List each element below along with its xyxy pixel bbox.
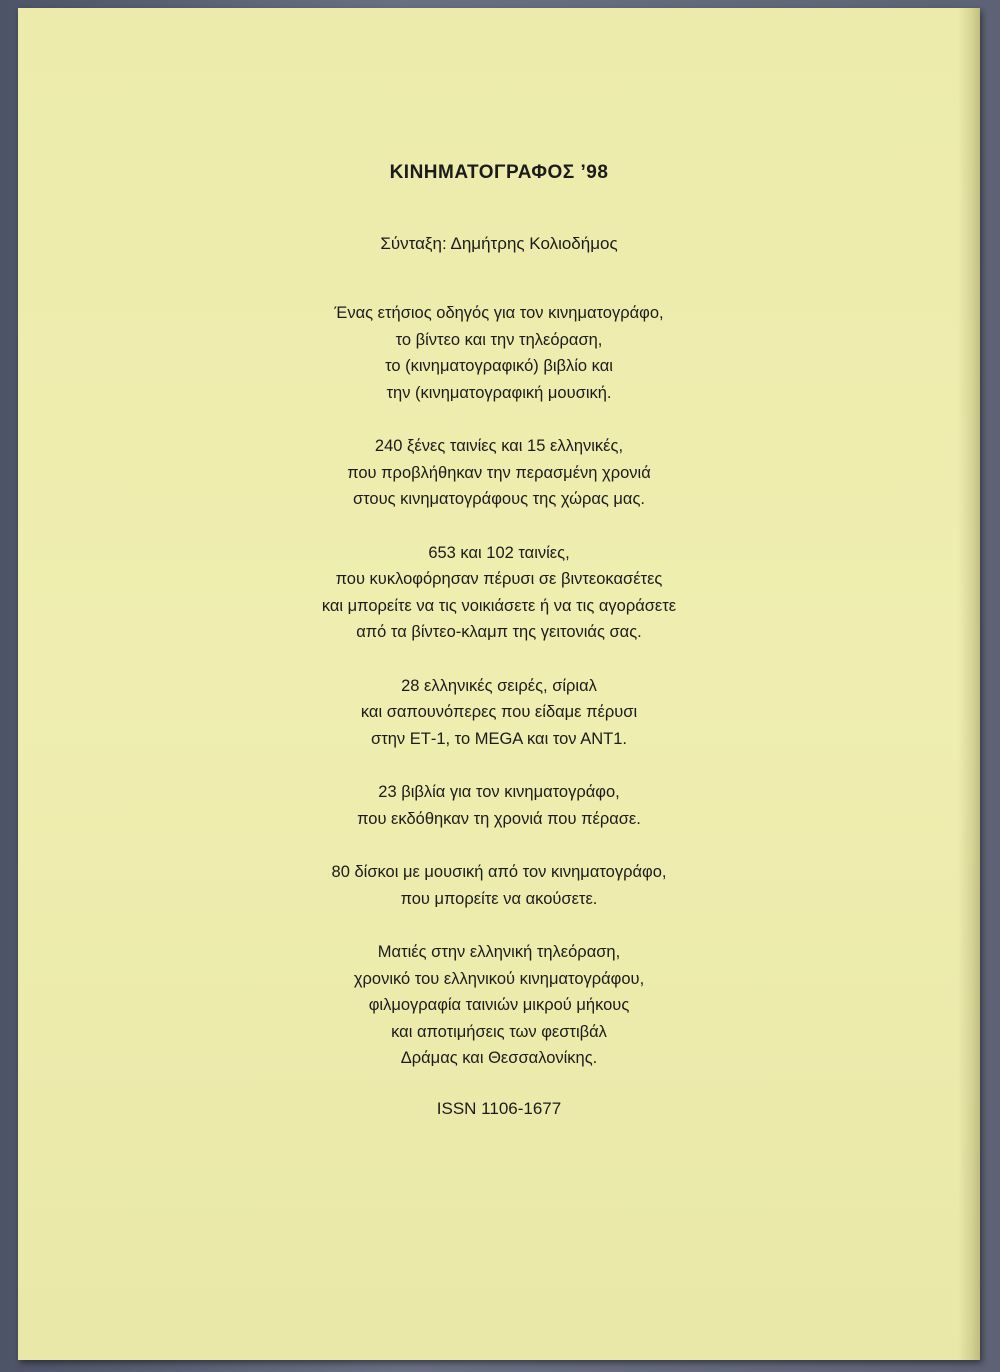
text-line: στην ΕΤ-1, το MEGA και τον ΑΝΤ1. [371, 729, 627, 748]
text-line: και μπορείτε να τις νοικιάσετε ή να τις αγοράσετε [321, 596, 677, 615]
back-cover-text [18, 160, 980, 1119]
text-line: Δράμας και Θεσσαλονίκης. [400, 1049, 598, 1067]
text-line: που κυκλοφόρησαν πέρυσι σε βιντεοκασέτες [335, 570, 663, 588]
paragraph-music [18, 859, 980, 912]
paragraph-books [18, 779, 980, 832]
text-line: 80 δίσκοι με μουσική από τον κινηματογράφο, [331, 863, 667, 881]
text-line: το βίντεο και την τηλεόραση, [395, 330, 603, 349]
paragraph-tv-series [18, 673, 980, 753]
text-line: την (κινηματογραφική μουσική. [386, 383, 612, 402]
editor-credit: Σύνταξη: Δημήτρης Κολιοδήμος [380, 234, 618, 253]
text-line: 240 ξένες ταινίες και 15 ελληνικές, [374, 437, 624, 455]
text-line: φιλμογραφία ταινιών μικρού μήκους [368, 996, 630, 1014]
text-line: χρονικό του ελληνικού κινηματογράφου, [353, 969, 645, 988]
text-line: που εκδόθηκαν τη χρονιά που πέρασε. [357, 809, 641, 828]
text-line: που προβλήθηκαν την περασμένη χρονιά [347, 463, 651, 482]
text-line: και αποτιμήσεις των φεστιβάλ [391, 1022, 607, 1041]
text-line: από τα βίντεο-κλαμπ της γειτονιάς σας. [356, 623, 642, 641]
text-line: στους κινηματογράφους της χώρας μας. [352, 490, 646, 508]
text-line: 653 και 102 ταινίες, [428, 543, 570, 562]
paragraph-cinema-films [18, 433, 980, 513]
paragraph-extras [18, 939, 980, 1072]
text-line: και σαπουνόπερες που είδαμε πέρυσι [360, 703, 638, 721]
text-line: Ένας ετήσιος οδηγός για τον κινηματογράφο, [334, 304, 664, 322]
issn-number: ISSN 1106-1677 [436, 1098, 562, 1118]
text-line: Ματιές στην ελληνική τηλεόραση, [377, 943, 621, 961]
book-title: ΚΙΝΗΜΑΤΟΓΡΑΦΟΣ ’98 [389, 162, 609, 183]
text-line: το (κινηματογραφικό) βιβλίο και [385, 357, 613, 375]
paragraph-guide-description [18, 300, 980, 406]
text-line: 23 βιβλία για τον κινηματογράφο, [378, 783, 620, 801]
paragraph-video-films [18, 540, 980, 646]
text-line: που μπορείτε να ακούσετε. [400, 889, 598, 908]
text-line: 28 ελληνικές σειρές, σίριαλ [401, 676, 597, 695]
